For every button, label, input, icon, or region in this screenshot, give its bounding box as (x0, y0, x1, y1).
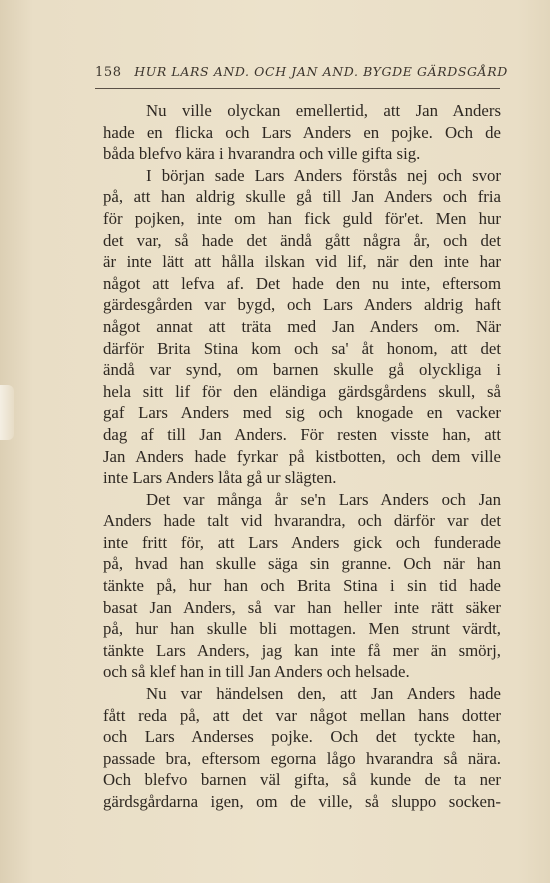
text-line: gärdsgårdarna igen, om de ville, så sluppo socken- (103, 792, 501, 811)
page-number: 158 (95, 65, 122, 80)
text-line: och Lars Anderses pojke. Och det tyckte han, (103, 727, 501, 747)
text-line: fått reda på, att det var något mellan hans dotter (103, 705, 501, 725)
page-header (95, 64, 508, 86)
text-line: tänkte Lars Anders, jag kan inte få mer än smörj, (103, 640, 501, 660)
text-line: I början sade Lars Anders förstås nej och svor (146, 165, 501, 185)
text-line: hela sitt lif för den eländiga gärdsgårdens skull, så (103, 381, 501, 401)
text-line: därför Brita Stina kom och sa' åt honom, att det (103, 338, 501, 358)
text-line: på, att han aldrig skulle gå till Jan Anders och fria (103, 187, 501, 207)
text-line: är inte lätt att hålla ilskan vid lif, när den inte har (103, 252, 501, 272)
text-line: inte fritt för, att Lars Anders gick och funderade (103, 532, 501, 552)
text-line: något att lefva af. Det hade den nu inte, eftersom (103, 273, 501, 293)
text-line: Nu var händelsen den, att Jan Anders hade (146, 684, 501, 704)
running-head: HUR LARS AND. OCH JAN AND. BYGDE GÄRDSGÅRD (134, 64, 508, 79)
text-line: något annat att träta med Jan Anders om. När (103, 316, 501, 336)
text-line: det var, så hade det ändå gått några år, och det (103, 230, 501, 250)
text-line: och så klef han in till Jan Anders och helsade. (103, 662, 410, 682)
text-line: inte Lars Anders låta gå ur slägten. (103, 468, 337, 488)
text-line: för pojken, inte om han fick guld för'et. Men hur (103, 208, 501, 228)
text-line: tänkte på, hur han och Brita Stina i sin tid hade (103, 576, 501, 596)
text-line: Anders hade talt vid hvarandra, och därför var det (103, 511, 501, 531)
text-line: på, hvad han skulle säga sin granne. Och när han (103, 554, 501, 574)
text-line: Och blefvo barnen väl gifta, så kunde de ta ner (103, 770, 501, 790)
text-line: ändå var synd, om barnen skulle gå olyckliga i (103, 360, 501, 380)
text-line: hade en flicka och Lars Anders en pojke. Och de (103, 122, 501, 142)
text-line: passade bra, eftersom egorna lågo hvarandra så nära. (103, 748, 501, 768)
binding-mark (0, 385, 14, 440)
text-line: Nu ville olyckan emellertid, att Jan Anders (146, 101, 501, 120)
text-line: gärdesgården var bygd, och Lars Anders aldrig haft (103, 295, 501, 315)
text-line: båda blefvo kära i hvarandra och ville gifta sig. (103, 144, 421, 164)
text-line: Jan Anders hade fyrkar på kistbotten, och dem ville (103, 446, 501, 466)
text-line: Det var många år se'n Lars Anders och Jan (146, 489, 501, 509)
body-text (103, 100, 501, 813)
text-line: på, hur han skulle bli mottagen. Men strunt värdt, (103, 619, 501, 639)
text-line: dag af till Jan Anders. För resten visste han, att (103, 424, 501, 444)
header-rule (95, 88, 500, 89)
text-line: basat Jan Anders, så var han heller inte rätt säker (103, 597, 501, 617)
text-line: gaf Lars Anders med sig och knogade en vacker (103, 403, 501, 423)
